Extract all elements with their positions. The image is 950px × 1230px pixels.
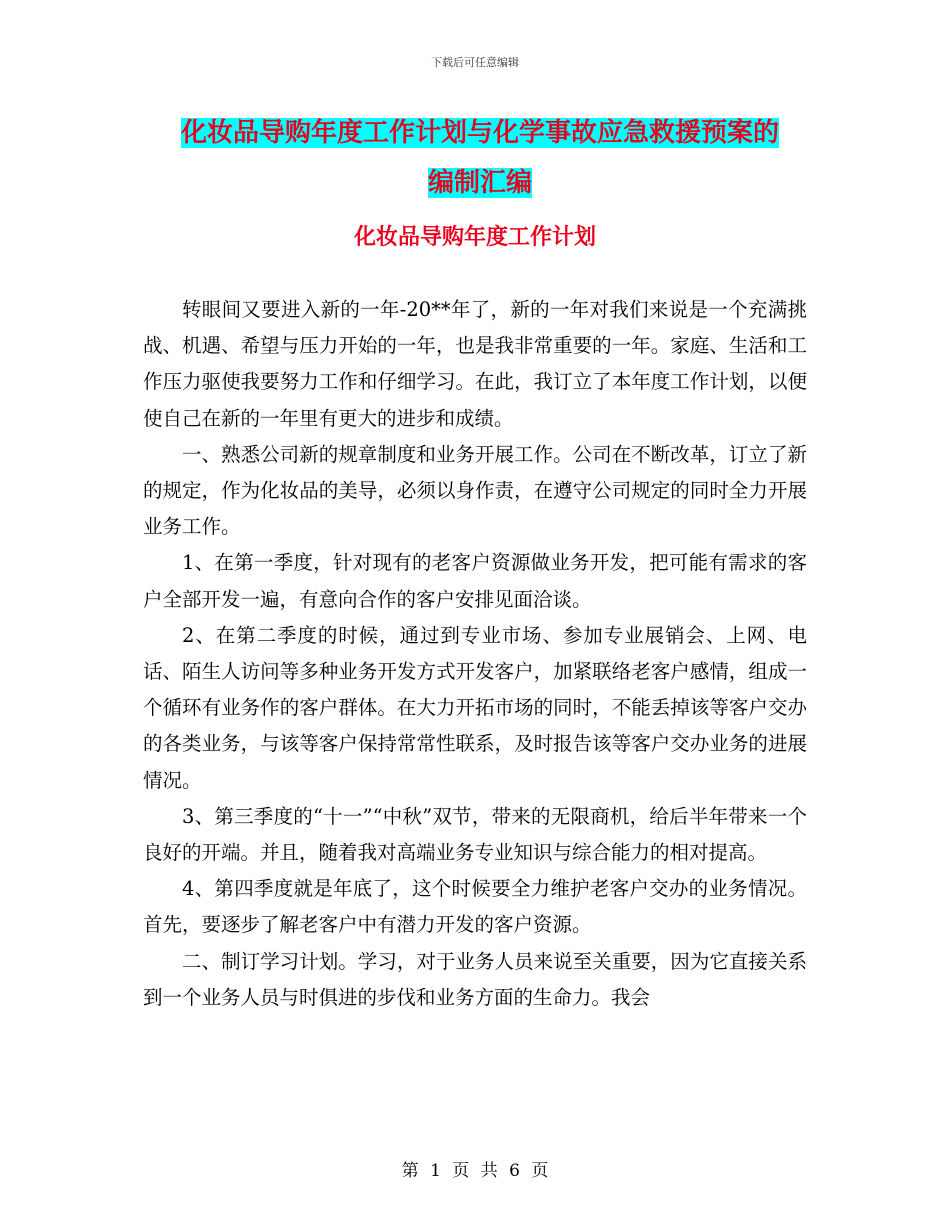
paragraph: 一、熟悉公司新的规章制度和业务开展工作。公司在不断改革，订立了新的规定，作为化妆品的美导，必须以身作责，在遵守公司规定的同时全力开展业务工作。 [143,442,807,539]
body-text [143,292,807,1016]
paragraph: 1、在第一季度，针对现有的老客户资源做业务开发，把可能有需求的客户全部开发一遍，有意向合作的客户安排见面洽谈。 [143,551,807,611]
paragraph: 4、第四季度就是年底了，这个时候要全力维护老客户交办的业务情况。首先，要逐步了解老客户中有潜力开发的客户资源。 [143,877,807,937]
paragraph: 3、第三季度的“十一”“中秋”双节，带来的无限商机，给后半年带来一个良好的开端。并且，随着我对高端业务专业知识与综合能力的相对提高。 [143,804,807,865]
page-footer: 第 1 页 共 6 页 [401,1161,549,1181]
header-note: 下载后可任意编辑 [431,56,519,69]
section-title: 化妆品导购年度工作计划 [353,224,596,250]
document-title [150,108,810,208]
paragraph: 转眼间又要进入新的一年-20**年了，新的一年对我们来说是一个充满挑战、机遇、希望与压力开始的一年，也是我非常重要的一年。家庭、生活和工作压力驱使我要努力工作和仔细学习。在此，我订立了本年度工作计划，以便使自己在新的一年里有更大的进步和成绩。 [143,298,807,430]
paragraph: 二、制订学习计划。学习，对于业务人员来说至关重要，因为它直接关系到一个业务人员与时俱进的步伐和业务方面的生命力。我会 [143,949,807,1009]
paragraph: 2、在第二季度的时候，通过到专业市场、参加专业展销会、上网、电话、陌生人访问等多种业务开发方式开发客户，加紧联络老客户感情，组成一个循环有业务作的客户群体。在大力开拓市场的同时，不能丢掉该等客户交办的各类业务，与该等客户保持常常性联系，及时报告该等客户交办业务的进展情况。 [143,623,807,792]
document-title-line-1: 化妆品导购年度工作计划与化学事故应急救援预案的 [180,118,779,148]
document-title-line-2: 编制汇编 [427,168,532,198]
